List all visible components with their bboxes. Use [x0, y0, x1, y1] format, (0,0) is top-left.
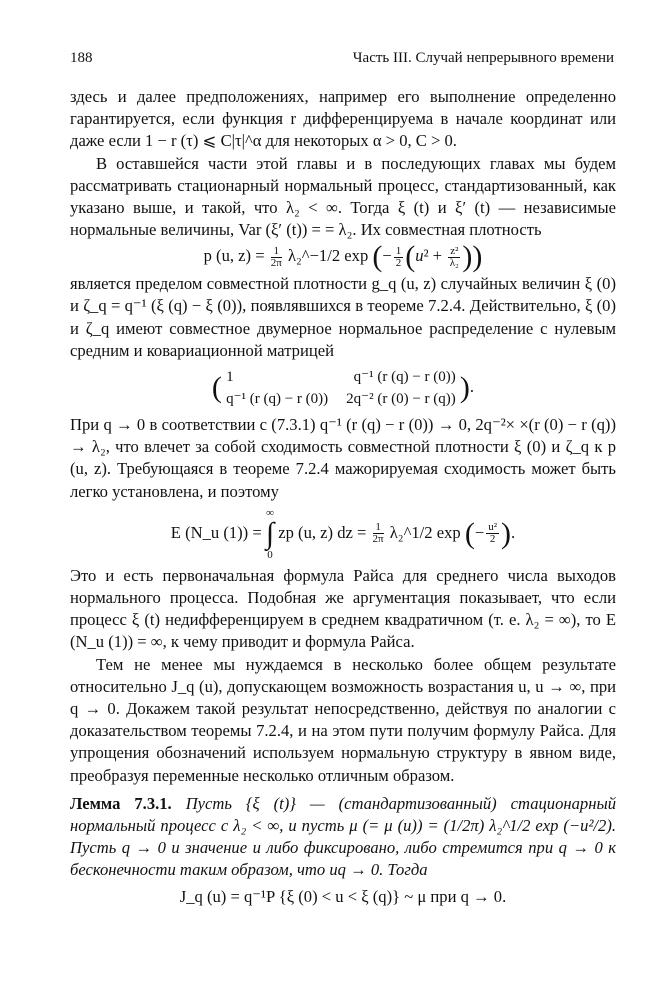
rice-lhs: E (N_u (1)) =	[170, 522, 262, 542]
paragraph-4: При q → 0 в соответствии с (7.3.1) q⁻¹ (r (q) − r (0)) → 0, 2q⁻²× ×(r (0) − r (q)) → λ₂, что влечет за собой сходимость совместной плотности ξ (0) и ζ_q к p (u, z). Требующаяся в теореме 7.2.4 мажорируемая сходимость может быть легко установлена, и поэтому	[70, 414, 616, 501]
density-lhs: p (u, z) =	[203, 246, 265, 266]
lemma-title: Лемма 7.3.1.	[70, 793, 172, 813]
running-title: Часть III. Случай непрерывного времени	[352, 50, 614, 66]
matrix-a11: 1	[226, 368, 234, 385]
page-header	[70, 50, 614, 72]
rice-formula: E (N_u (1)) = ∞ ∫ 0 zp (u, z) dz = $\frac{1}{2\pi}$ λ₂^1/2 exp (− $\frac{\text{u²}}{2}$ ).	[170, 506, 516, 561]
rice-rhs: λ₂^1/2 exp	[389, 522, 461, 542]
paragraph-5: Это и есть первоначальная формула Райса для среднего числа выходов нормального процесса. Подобная же аргументация показывает, что если процесс ξ (t) недифференцируем в среднем квадратичном (т. е. λ₂ = ∞), то E (N_u (1)) = ∞, к чему приводит и формула Райса.	[70, 565, 616, 652]
matrix-a12: q⁻¹ (r (q) − r (0))	[353, 368, 456, 385]
matrix-a22: 2q⁻² (r (0) − r (q))	[346, 390, 456, 407]
lemma-formula: J_q (u) = q⁻¹P {ξ (0) < u < ξ (q)} ~ μ при q → 0.	[179, 886, 507, 906]
paragraph-6: Тем не менее мы нуждаемся в несколько более общем результате относительно J_q (u), допускающем возможность возрастания u, u → ∞, при q → 0. Докажем такой результат непосредственно, действуя по аналогии с доказательством теоремы 7.2.4, и на этом пути получим формулу Райса. Для упрощения обозначений используем нормальную структуру в явном виде, преобразуя переменные несколько отличным образом.	[70, 654, 616, 785]
paragraph-1: здесь и далее предположениях, например его выполнение определенно гарантируется, если функция r дифференцируема в начале координат или даже если 1 − r (τ) ⩽ C|τ|^α для некоторых α > 0, C > 0.	[70, 87, 616, 151]
paragraph-3: является пределом совместной плотности g_q (u, z) случайных величин ξ (0) и ζ_q = q⁻¹ (ξ (q) − ξ (0)), появлявшихся в теореме 7.2.4. Действительно, ξ (0) и ζ_q имеют совместное двумерное нормальное распределение с нулевым средним и ковариационной матрицей	[70, 274, 616, 360]
paragraph-2: В оставшейся части этой главы и в последующих главах мы будем рассматривать стационарный нормальный процесс, стандартизованный, как указано выше, и такой, что λ₂ < ∞. Тогда ξ (t) и ξ′ (t) — независимые нормальные величины, Var (ξ′ (t)) = = λ₂. Их совместная плотность	[70, 153, 616, 240]
density-formula: p (u, z) = $\frac{1}{2\pi}$ λ₂^−1/2 exp (− $\frac{1}{2}$ (u² + $\frac{\text{z²}}{\text{λ₂}}$ ))	[203, 240, 483, 274]
page-number: 188	[70, 50, 93, 66]
matrix-a21: q⁻¹ (r (q) − r (0))	[226, 390, 329, 407]
density-exp: λ₂^−1/2 exp	[287, 246, 369, 266]
body-text	[70, 86, 616, 912]
lemma	[70, 793, 616, 882]
lemma-body: Пусть {ξ (t)} — (стандартизованный) стационарный нормальный процесс с λ₂ < ∞, и пусть μ (= μ (u)) = (1/2π) λ₂^1/2 exp (−u²/2). Пусть q → 0 и значение u либо фиксировано, либо стремится при q → 0 к бесконечности таким образом, что uq → 0. Тогда	[70, 793, 616, 880]
covariance-matrix: ( 1 q⁻¹ (r (q) − r (0)) q⁻¹ (r (q) − r (0)) 2q⁻² (r (0) − r (q)) ).	[70, 366, 616, 410]
fraction-1-over-2pi: $\frac{1}{2\pi}$	[270, 245, 282, 270]
rice-integrand: zp (u, z) dz =	[278, 522, 367, 542]
